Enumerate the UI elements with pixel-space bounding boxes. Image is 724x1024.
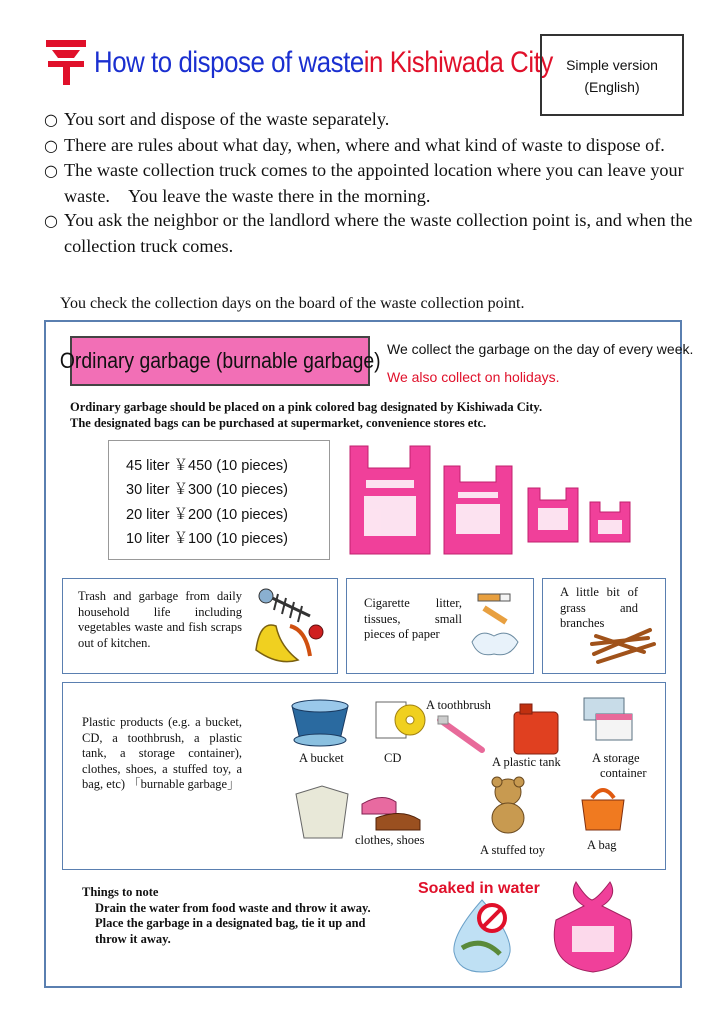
- intro-bullet: ○ The waste collection truck comes to the appointed location where you can leave your waste. You leave the waste there in the morning.: [44, 158, 694, 208]
- intro-list: [44, 107, 694, 259]
- bag-note: Ordinary garbage should be placed on a pink colored bag designated by Kishiwada City. The designated bags can be purchased at supermarket, convenience stores etc.: [70, 400, 543, 430]
- page-title: How to dispose of waste in Kishiwada City: [94, 46, 553, 79]
- soaked-in-water-label: Soaked in water: [418, 880, 540, 897]
- plastic-tank-icon: [508, 702, 564, 756]
- bag-price-list: [108, 440, 330, 560]
- bucket-label: A bucket: [299, 751, 344, 765]
- plastic-tank-label: A plastic tank: [492, 755, 561, 769]
- version-box: Simple version (English): [540, 34, 684, 116]
- tied-garbage-bag-icon: [546, 876, 640, 976]
- storage-container-icon: [580, 692, 638, 744]
- stuffed-toy-label: A stuffed toy: [480, 843, 546, 857]
- soaked-waste-prohibited-icon: [436, 896, 528, 976]
- branches-icon: [588, 614, 658, 668]
- kitchen-waste-text: Trash and garbage from daily household life including vegetables waste and fish scraps out of kitchen.: [78, 589, 242, 650]
- bucket-icon: [286, 696, 354, 748]
- ordinary-garbage-heading: Ordinary garbage (burnable garbage): [70, 336, 370, 386]
- things-to-note: Things to note Drain the water from food waste and throw it away. Place the garbage in a designated bag, tie it up and throw it away.: [82, 885, 371, 946]
- intro-bullet: ○ You sort and dispose of the waste separately.: [44, 107, 694, 133]
- intro-bullet: ○ You ask the neighbor or the landlord where the waste collection point is, and when the collection truck comes.: [44, 208, 694, 258]
- price-row: 20 liter ￥200 (10 pieces): [126, 506, 288, 523]
- bag-label: A bag: [587, 838, 617, 852]
- stuffed-toy-icon: [480, 774, 536, 836]
- designated-bags-icon: [346, 440, 642, 560]
- toothbrush-label: A toothbrush: [426, 698, 491, 712]
- collect-holidays-text: We also collect on holidays.: [387, 369, 560, 385]
- collect-weekly-text: We collect the garbage on the day of every week.: [387, 341, 694, 357]
- price-row: 10 liter ￥100 (10 pieces): [126, 531, 288, 548]
- check-board-text: You check the collection days on the board of the waste collection point.: [60, 295, 525, 312]
- clothes-shoes-label: clothes, shoes: [355, 833, 425, 847]
- cd-icon: [372, 694, 428, 746]
- cd-label: CD: [384, 751, 402, 765]
- cigarette-tissue-icon: [464, 584, 528, 664]
- bag-icon: [578, 782, 628, 834]
- grass-branches-text: A little bit of grass and branches: [560, 585, 638, 630]
- price-row: 45 liter ￥450 (10 pieces): [126, 458, 288, 474]
- intro-bullet: ○ There are rules about what day, when, where and what kind of waste to dispose of.: [44, 133, 694, 159]
- plastic-products-text: Plastic products (e.g. a bucket, CD, a toothbrush, a plastic tank, a storage container), clothes, shoes, a stuffed toy, a bag, etc) 「burnable garbage」: [82, 715, 242, 791]
- cigarette-litter-text: Cigarette litter, tissues, small pieces of paper: [364, 596, 462, 641]
- kishiwada-logo-icon: [44, 38, 88, 86]
- storage-label-line1: A storage: [592, 751, 640, 765]
- fish-bones-banana-icon: [250, 586, 330, 668]
- storage-label-line2: container: [600, 766, 647, 780]
- price-row: 30 liter ￥300 (10 pieces): [126, 482, 288, 499]
- toothbrush-icon: [436, 714, 488, 754]
